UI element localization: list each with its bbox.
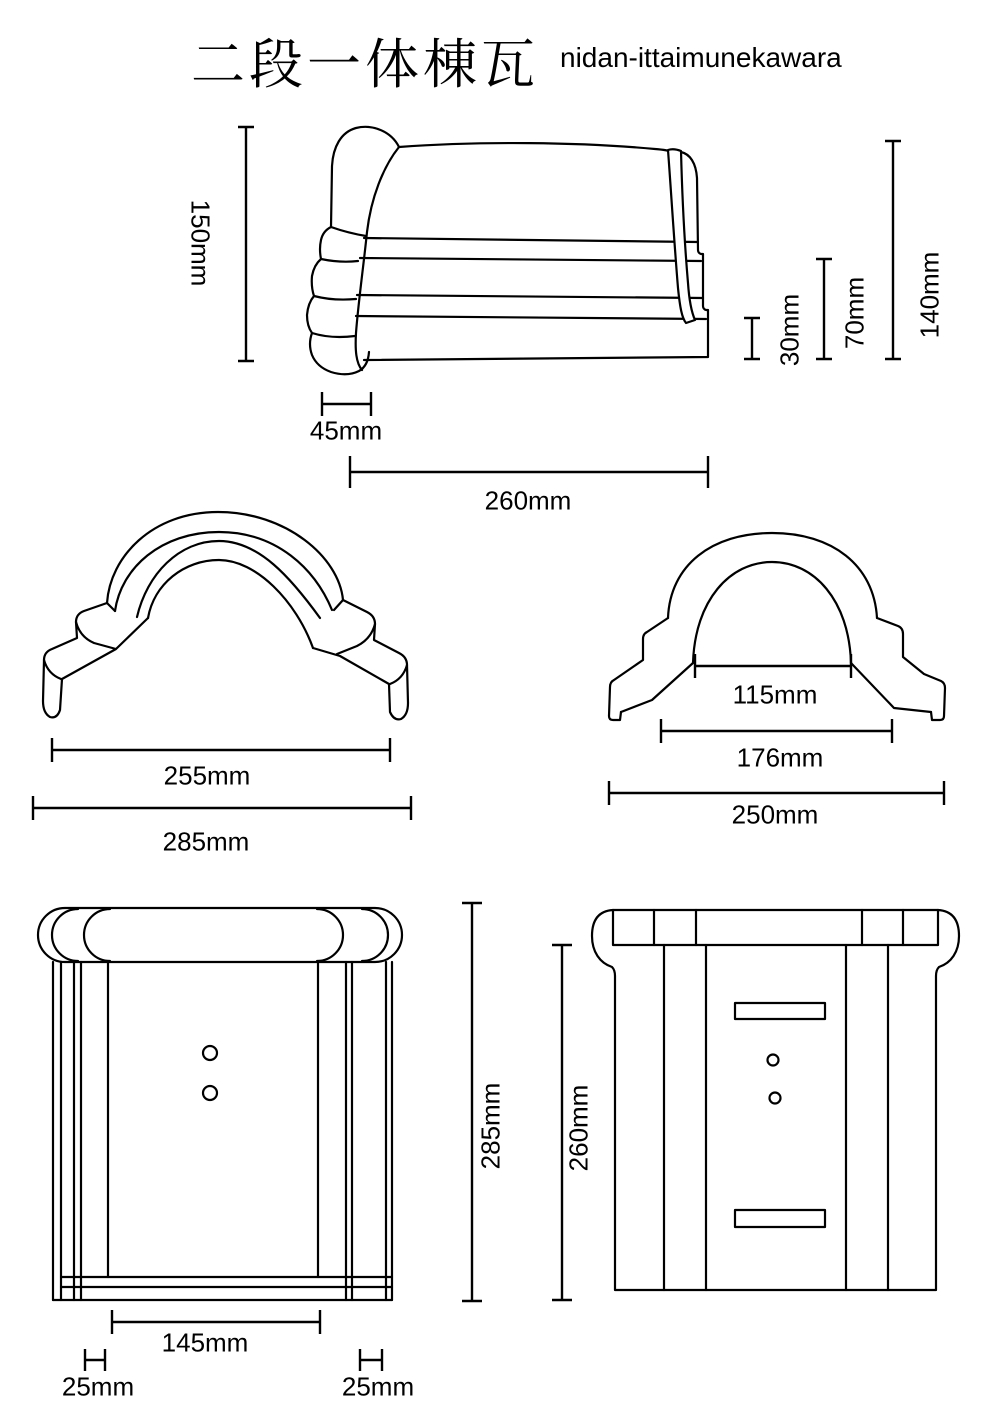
dim-line-30mm [744, 318, 760, 359]
end-left-underside [621, 663, 693, 712]
dim-line-25mm-left [85, 1349, 105, 1371]
dim-label-150mm: 150mm [185, 199, 216, 287]
front-perspective-drawing [43, 512, 408, 719]
plan-nail-hole-bottom [203, 1086, 217, 1100]
dim-line-285mm-front [33, 796, 411, 820]
end-inner-arch [693, 562, 851, 663]
front-left-wing-details [44, 603, 148, 679]
uplan-band-dividers [654, 910, 903, 945]
dim-line-25mm-right [360, 1349, 382, 1371]
plan-side-lines [53, 962, 392, 1300]
end-right-wing [877, 618, 945, 720]
top-plan-drawing [38, 908, 402, 1300]
dim-line-115mm [695, 654, 851, 678]
uplan-slot-top [735, 1003, 825, 1019]
side-view-drawing [307, 127, 708, 374]
dim-line-45mm [322, 392, 371, 416]
dim-label-145mm: 145mm [161, 1327, 249, 1358]
end-outer-arch [668, 533, 877, 618]
page-title-romaji: nidan-ittaimunekawara [560, 42, 842, 73]
dim-line-176mm [661, 719, 892, 743]
end-profile-dimensions [609, 654, 944, 805]
uplan-nail-hole-bottom [770, 1093, 781, 1104]
dim-line-140mm [885, 141, 901, 359]
front-right-wing-edge [343, 600, 408, 719]
bottom-plan-drawing [592, 910, 959, 1290]
front-second-arch [115, 532, 332, 611]
dim-line-150mm [238, 127, 254, 361]
front-third-arch [137, 541, 320, 618]
dim-label-285mm-plan: 285mm [475, 1082, 506, 1170]
side-body-top-edge [399, 143, 672, 152]
dim-line-255mm [52, 738, 390, 762]
dim-label-260mm-side: 260mm [484, 485, 572, 516]
uplan-top-band [613, 910, 938, 945]
plan-bottom-band [53, 1277, 392, 1300]
dim-line-70mm [816, 259, 832, 359]
dim-label-45mm: 45mm [309, 415, 383, 446]
plan-cap-nested-arcs [52, 909, 388, 961]
plan-nail-hole-top [203, 1046, 217, 1060]
dim-label-25mm-left: 25mm [61, 1371, 135, 1402]
front-right-wing-details [313, 600, 407, 684]
dim-label-30mm: 30mm [774, 293, 805, 367]
dim-label-70mm: 70mm [839, 276, 870, 350]
front-outer-arch [107, 512, 343, 603]
page-title-japanese: 二段一体棟瓦 [191, 35, 539, 95]
dim-label-176mm: 176mm [736, 742, 824, 773]
front-inner-arch [148, 560, 313, 648]
uplan-nail-hole-top [768, 1055, 779, 1066]
dim-label-140mm: 140mm [914, 251, 945, 339]
side-right-edge [364, 152, 708, 360]
uplan-inner-lines [664, 945, 888, 1290]
dim-line-260mm [350, 456, 708, 488]
dim-label-285mm-front: 285mm [162, 826, 250, 857]
dim-label-260mm-plan: 260mm [563, 1084, 594, 1172]
dim-label-115mm: 115mm [732, 679, 818, 710]
uplan-body-outline [592, 910, 959, 1290]
dim-label-25mm-right: 25mm [341, 1371, 415, 1402]
dim-label-255mm: 255mm [163, 760, 251, 791]
dim-label-250mm: 250mm [731, 799, 819, 830]
uplan-slot-bottom [735, 1210, 825, 1227]
side-tier-lines [356, 238, 706, 319]
